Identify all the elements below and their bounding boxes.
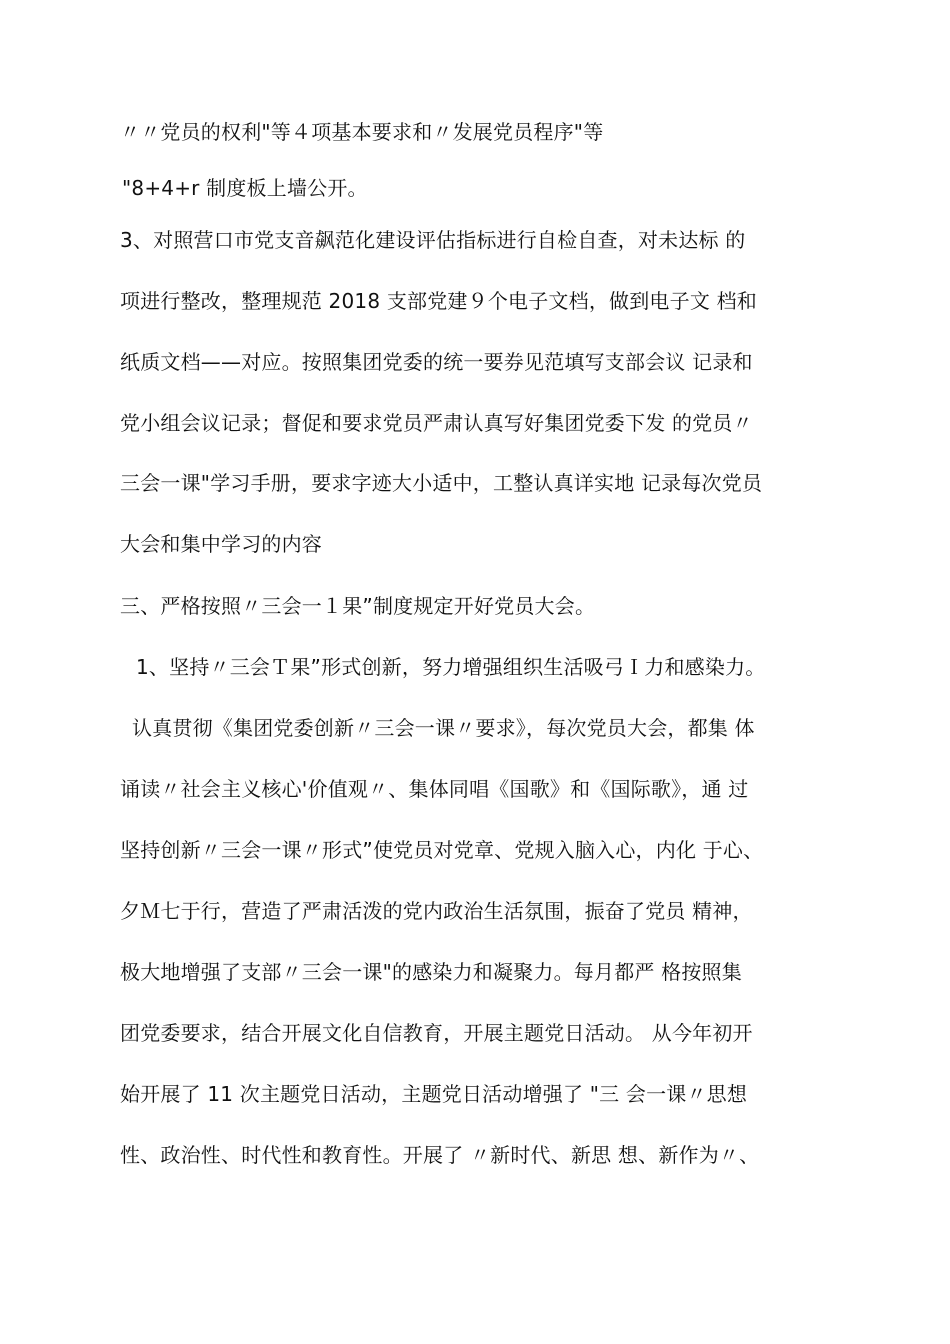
text-line: 极大地增强了支部〃三会一课"的感染力和凝聚力。每月都严 格按照集 <box>120 960 742 984</box>
text-line: 认真贯彻《集团党委创新〃三会一课〃要求》，每次党员大会，都集 体 <box>132 716 755 740</box>
text-line: 坚持创新〃三会一课〃形式”使党员对党章、党规入脑入心，内化 于心、 <box>120 838 764 862</box>
text-line: 〃〃党员的权利"等４项基本要求和〃发展党员程序"等 <box>120 120 604 144</box>
text-line: 1、坚持〃三会Ｔ果”形式创新，努力增强组织生活吸弓Ｉ力和感染力。 <box>136 655 766 679</box>
text-line: 党小组会议记录；督促和要求党员严肃认真写好集团党委下发 的党员〃 <box>120 411 753 435</box>
text-line: 夕Ｍ七于行，营造了严肃活泼的党内政治生活氛围，振奋了党员 精神， <box>120 899 753 923</box>
text-line: "8+4+r 制度板上墙公开。 <box>122 176 368 200</box>
text-line: 大会和集中学习的内容 <box>120 532 322 556</box>
text-line: 始开展了 11 次主题党日活动，主题党日活动增强了 "三 会一课〃思想 <box>120 1082 748 1106</box>
text-line: 团党委要求，结合开展文化自信教育，开展主题党日活动。 从今年初开 <box>120 1021 753 1045</box>
section-heading: 三、严格按照〃三会一１果”制度规定开好党员大会。 <box>120 594 596 618</box>
text-line: 三会一课"学习手册，要求字迹大小适中，工整认真详实地 记录每次党员 <box>120 471 763 495</box>
text-line: 纸质文档——对应。按照集团党委的统一要券见范填写支部会议 记录和 <box>120 350 753 374</box>
text-line: 性、政治性、时代性和教育性。开展了 〃新时代、新思 想、新作为〃、 <box>120 1143 760 1167</box>
text-line: 诵读〃社会主义核心'价值观〃、集体同唱《国歌》和《国际歌》，通 过 <box>120 777 749 801</box>
text-line: 3、对照营口市党支音飙范化建设评估指标进行自检自查，对未达标 的 <box>120 228 746 252</box>
text-line: 项进行整改，整理规范 2018 支部党建９个电子文档，做到电子文 档和 <box>120 289 757 313</box>
